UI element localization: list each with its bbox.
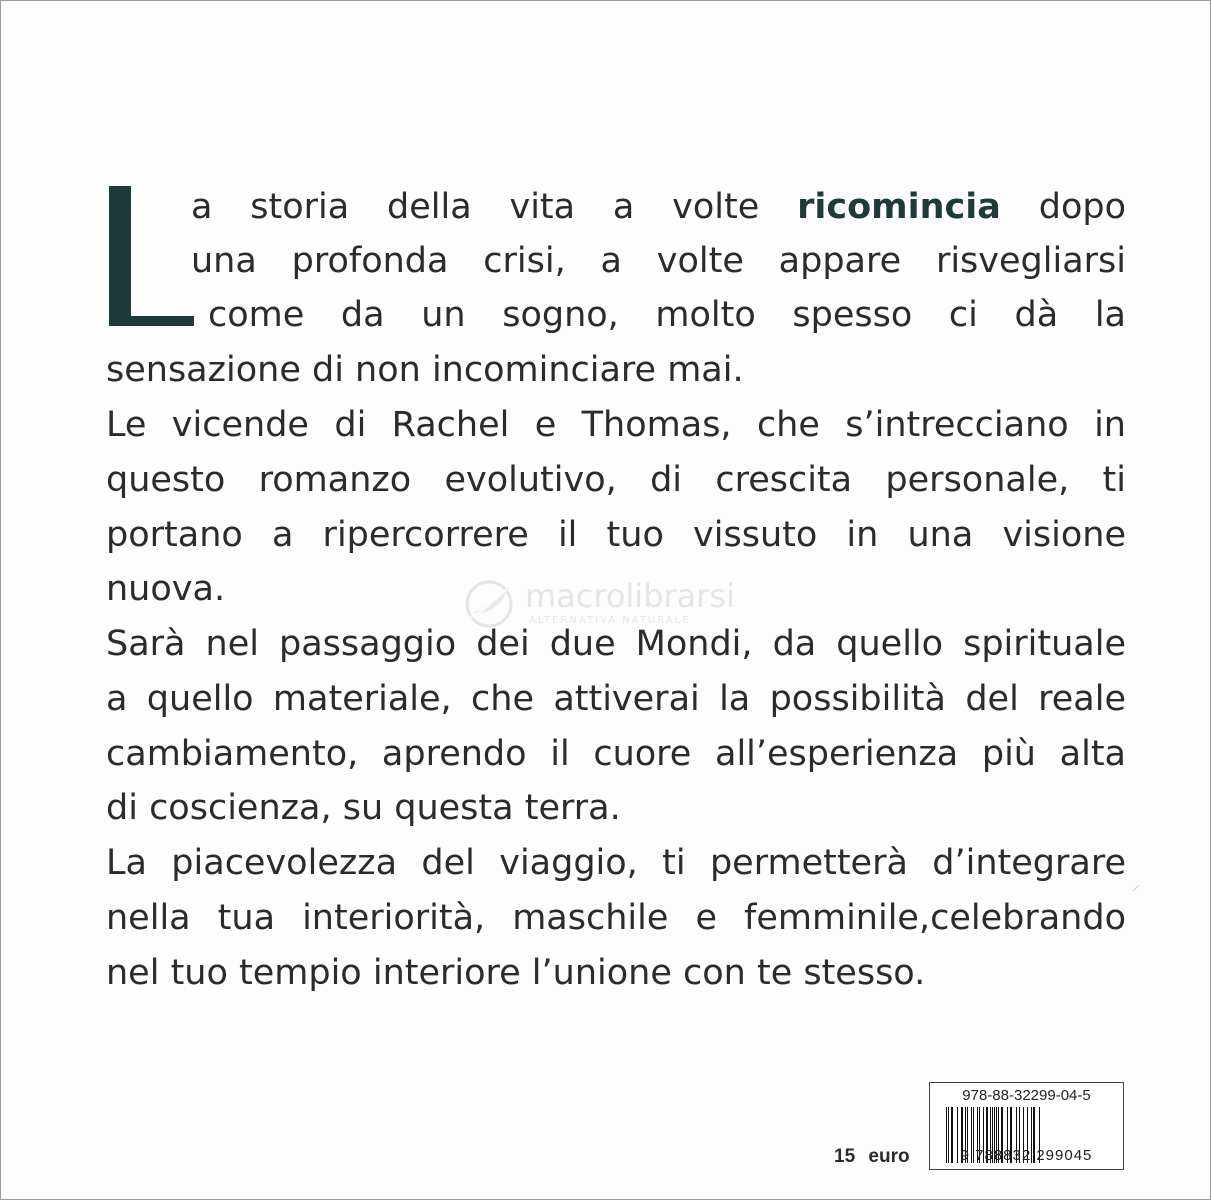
blurb-segment: una profonda crisi, a volte appare risvegliarsi [191, 241, 1126, 281]
blurb-segment: nella tua interiorità, maschile e femminile,celebrando [106, 898, 1126, 938]
barcode-digits: 9 788832 299045 [960, 1147, 1093, 1164]
blurb-line [208, 295, 1126, 335]
blurb-segment: sensazione di non incominciare mai. [106, 350, 744, 390]
blurb-segment: questo romanzo evolutivo, di crescita personale, ti [106, 460, 1126, 500]
blurb-line [106, 350, 744, 390]
blurb-line [106, 569, 225, 609]
blurb-segment: a storia della vita a volte [191, 187, 798, 227]
blurb-line [191, 187, 1126, 227]
blurb-line [106, 405, 1126, 445]
blurb-line [106, 734, 1126, 774]
blurb-segment: La piacevolezza del viaggio, ti permetterà d’integrare [106, 843, 1126, 883]
isbn-barcode [929, 1082, 1124, 1170]
blurb-line [106, 788, 621, 828]
blurb-line [106, 515, 1126, 555]
leaf-logo-icon [463, 579, 519, 629]
isbn-number: 978-88-32299-04-5 [962, 1087, 1091, 1104]
blurb-line [106, 843, 1126, 883]
print-speck [1133, 885, 1139, 891]
blurb-segment: come da un sogno, molto spesso ci dà la [208, 295, 1126, 335]
blurb-line [106, 679, 1126, 719]
drop-cap-letter [109, 186, 194, 326]
blurb-segment: nuova. [106, 569, 226, 609]
blurb-line [106, 898, 1126, 938]
highlight-word: ricomincia [797, 187, 1001, 227]
blurb-segment: dopo [1000, 187, 1126, 227]
watermark-tagline: ALTERNATIVA NATURALE [529, 615, 691, 626]
blurb-segment: di coscienza, su questa terra. [106, 788, 621, 828]
blurb-line [191, 241, 1126, 281]
price-currency: euro [868, 1146, 910, 1167]
blurb-segment: Le vicende di Rachel e Thomas, che s’intrecciano in [106, 405, 1126, 445]
watermark-brand: macrolibrarsi [525, 577, 735, 615]
blurb-line [106, 460, 1126, 500]
blurb-segment: nel tuo tempio interiore l’unione con te stesso. [106, 953, 926, 993]
blurb-segment: portano a ripercorrere il tuo vissuto in una visione [106, 515, 1126, 555]
blurb-segment: Sarà nel passaggio dei due Mondi, da quello spirituale [106, 624, 1126, 664]
price-label [834, 1146, 910, 1168]
macrolibrarsi-watermark [463, 575, 763, 635]
blurb-line [106, 953, 925, 993]
blurb-segment: cambiamento, aprendo il cuore all’esperienza più alta [106, 734, 1126, 774]
blurb-segment: a quello materiale, che attiverai la possibilità del reale [106, 679, 1126, 719]
price-value: 15 [834, 1146, 856, 1167]
